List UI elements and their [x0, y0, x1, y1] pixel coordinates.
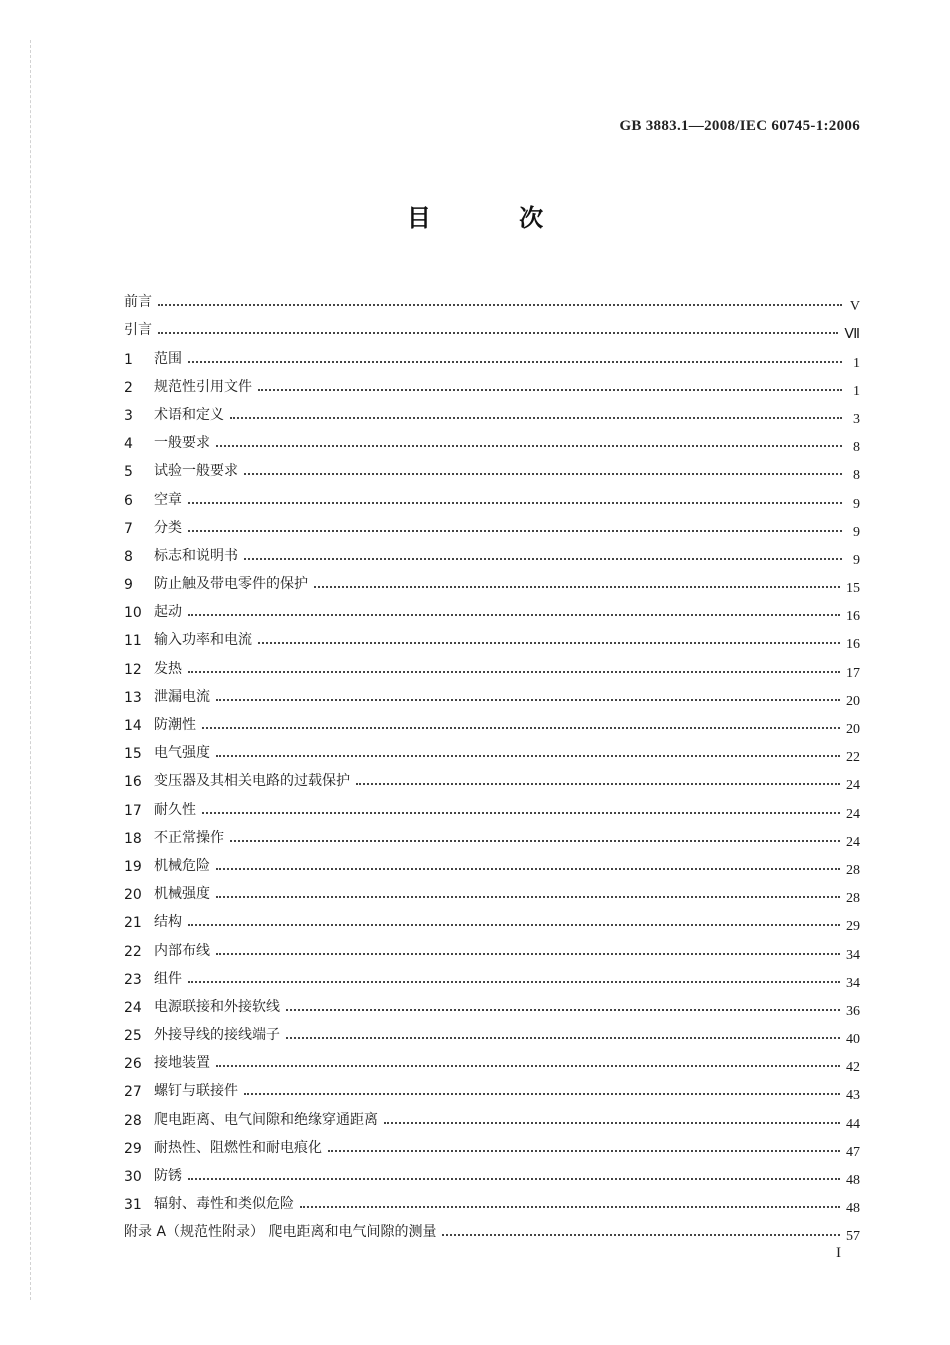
toc-entry-label: 试验一般要求 — [154, 463, 238, 480]
dot-leader — [216, 754, 840, 757]
toc-entry-page-number: 24 — [846, 806, 860, 822]
toc-entry-number: 30 — [124, 1169, 142, 1185]
toc-entry-number: 25 — [124, 1028, 142, 1045]
toc-entry-label: 接地装置 — [154, 1055, 210, 1072]
dot-leader — [188, 1177, 840, 1180]
toc-entry-page-number: 9 — [853, 496, 860, 512]
toc-entry-number: 13 — [124, 689, 142, 706]
dot-leader — [216, 895, 840, 898]
toc-entry[interactable] — [118, 875, 860, 907]
toc-entry-page-number: 3 — [853, 411, 860, 427]
toc-entry-number: 23 — [124, 971, 142, 988]
toc-entry-label: 爬电距离、电气间隙和绝缘穿通距离 — [154, 1111, 378, 1128]
dot-leader — [230, 416, 842, 419]
toc-entry-page-number: 43 — [846, 1088, 860, 1104]
toc-entry-number: 11 — [124, 633, 142, 650]
toc-entry-label: 输入功率和电流 — [154, 632, 252, 649]
toc-entry-number: 8 — [124, 548, 133, 565]
toc-entry[interactable] — [118, 960, 860, 991]
dot-leader — [216, 867, 840, 870]
table-of-contents — [118, 283, 860, 1245]
toc-entry-label: 电气强度 — [154, 745, 210, 762]
dot-leader — [216, 1064, 840, 1067]
toc-entry[interactable] — [118, 1100, 860, 1132]
toc-entry-page-number: 47 — [846, 1144, 860, 1160]
toc-entry-page-number: 42 — [846, 1060, 860, 1076]
toc-entry[interactable] — [118, 537, 860, 568]
toc-entry-number: 24 — [124, 999, 142, 1016]
toc-entry[interactable] — [118, 424, 860, 456]
toc-entry-number: 22 — [124, 943, 142, 960]
toc-entry-number: 2 — [124, 379, 133, 396]
toc-entry[interactable] — [118, 339, 860, 371]
toc-entry[interactable] — [118, 1044, 860, 1076]
dot-leader — [188, 501, 842, 504]
toc-entry-label: 泄漏电流 — [154, 688, 210, 705]
toc-entry-page-number: Ⅶ — [844, 327, 860, 343]
toc-entry-page-number: 22 — [846, 750, 860, 766]
toc-entry-number: 17 — [124, 802, 142, 819]
toc-entry-number: 15 — [124, 746, 142, 763]
dot-leader — [202, 811, 840, 814]
toc-entry[interactable] — [118, 593, 860, 625]
toc-entry-number: 4 — [124, 436, 133, 453]
toc-entry-page-number: 8 — [853, 440, 860, 456]
dot-leader — [188, 670, 840, 673]
toc-entry-page-number: 28 — [846, 891, 860, 907]
toc-entry[interactable] — [118, 988, 860, 1019]
toc-entry[interactable] — [118, 1213, 860, 1245]
toc-entry-label: 引言 — [124, 322, 152, 339]
toc-entry-label: 耐热性、阻燃性和耐电痕化 — [154, 1139, 322, 1156]
dot-leader — [216, 952, 840, 955]
dot-leader — [314, 585, 840, 588]
toc-entry-page-number: 8 — [853, 468, 860, 484]
toc-entry-page-number: 1 — [853, 383, 860, 399]
toc-entry-page-number: 44 — [846, 1116, 860, 1132]
toc-entry[interactable] — [118, 649, 860, 681]
dot-leader — [188, 360, 842, 363]
toc-entry-page-number: 28 — [846, 862, 860, 878]
page-title: 目 次 — [406, 204, 584, 232]
toc-entry-page-number: 20 — [846, 693, 860, 709]
toc-entry-number: 9 — [124, 577, 133, 594]
toc-entry[interactable] — [118, 480, 860, 512]
toc-entry-label: 起动 — [154, 604, 182, 621]
toc-entry-number: 1 — [124, 351, 133, 368]
dot-leader — [356, 782, 840, 785]
toc-entry[interactable] — [118, 678, 860, 709]
toc-entry-label: 范围 — [154, 350, 182, 367]
toc-entry-number: 20 — [124, 887, 142, 904]
toc-entry-page-number: 29 — [846, 919, 860, 935]
dot-leader — [442, 1233, 840, 1236]
toc-entry-number: 6 — [124, 492, 133, 509]
standard-code-header: GB 3883.1—2008/IEC 60745-1:2006 — [619, 118, 860, 134]
dot-leader — [244, 1092, 840, 1095]
toc-entry-label: 耐久性 — [154, 801, 196, 818]
toc-entry[interactable] — [118, 621, 860, 653]
toc-entry-label: 外接导线的接线端子 — [154, 1027, 280, 1044]
toc-entry-number: 18 — [124, 830, 142, 847]
toc-entry-page-number: 17 — [846, 665, 860, 681]
toc-entry-page-number: 48 — [846, 1173, 860, 1188]
toc-entry-label: 术语和定义 — [154, 406, 224, 423]
toc-entry-label: 规范性引用文件 — [154, 378, 252, 395]
toc-entry[interactable] — [118, 452, 860, 484]
toc-entry-label: 防潮性 — [154, 717, 196, 733]
toc-entry-page-number: 16 — [846, 637, 860, 653]
toc-entry[interactable] — [118, 734, 860, 766]
toc-entry-number: 10 — [124, 605, 142, 622]
toc-entry-number: 3 — [124, 407, 133, 424]
toc-entry-page-number: 40 — [846, 1032, 860, 1048]
toc-entry-number: 31 — [124, 1197, 142, 1214]
toc-entry-label: 结构 — [154, 914, 182, 931]
toc-entry-number: 27 — [124, 1084, 142, 1101]
toc-entry-page-number: 36 — [846, 1003, 860, 1019]
dot-leader — [158, 303, 842, 306]
dot-leader — [216, 698, 840, 701]
toc-entry[interactable] — [118, 1157, 860, 1188]
toc-entry-label: 电源联接和外接软线 — [154, 998, 280, 1015]
dot-leader — [188, 529, 842, 532]
toc-entry-label: 前言 — [124, 294, 152, 311]
dot-leader — [188, 613, 840, 616]
dot-leader — [216, 444, 842, 447]
toc-entry-label: 辐射、毒性和类似危险 — [154, 1196, 294, 1213]
toc-entry-label: 空章 — [154, 491, 182, 508]
dot-leader — [202, 726, 840, 729]
toc-entry[interactable] — [118, 1185, 860, 1217]
toc-entry[interactable] — [118, 847, 860, 878]
toc-entry-page-number: 34 — [846, 947, 860, 963]
toc-entry-label: 防止触及带电零件的保护 — [154, 576, 308, 593]
dot-leader — [286, 1008, 840, 1011]
toc-entry-page-number: 24 — [846, 834, 860, 850]
toc-entry-page-number: 15 — [846, 581, 860, 597]
toc-entry-page-number: V — [849, 299, 860, 315]
toc-entry-label: 机械危险 — [154, 857, 210, 874]
toc-entry-label: 一般要求 — [154, 435, 210, 452]
toc-entry[interactable] — [118, 931, 860, 963]
toc-entry-page-number: 24 — [846, 778, 860, 794]
toc-entry-page-number: 16 — [846, 609, 860, 625]
page-folio: I — [836, 1245, 841, 1261]
toc-entry-label: 分类 — [154, 519, 182, 536]
toc-entry-label: 发热 — [154, 660, 182, 677]
toc-entry-label: 变压器及其相关电路的过载保护 — [154, 773, 350, 790]
toc-entry-page-number: 9 — [853, 552, 860, 568]
dot-leader — [384, 1121, 840, 1124]
toc-entry-page-number: 57 — [846, 1229, 860, 1245]
toc-entry-number: 19 — [124, 858, 142, 875]
toc-entry[interactable] — [118, 1129, 860, 1160]
dot-leader — [188, 923, 840, 926]
toc-entry-page-number: 1 — [853, 355, 860, 371]
toc-entry[interactable] — [118, 396, 860, 427]
dot-leader — [244, 557, 842, 560]
toc-entry-number: 21 — [124, 915, 142, 932]
toc-entry[interactable] — [118, 283, 860, 315]
toc-entry-number: 12 — [124, 661, 142, 678]
dot-leader — [286, 1036, 840, 1039]
dot-leader — [328, 1149, 840, 1152]
toc-entry-number: 29 — [124, 1140, 142, 1157]
toc-entry[interactable] — [118, 762, 860, 794]
toc-entry[interactable] — [118, 1072, 860, 1104]
dot-leader — [244, 472, 842, 475]
toc-entry-label: 内部布线 — [154, 942, 210, 959]
toc-entry-label: 组件 — [154, 970, 182, 987]
toc-entry[interactable] — [118, 311, 860, 343]
toc-entry-label: 螺钉与联接件 — [154, 1083, 238, 1100]
toc-entry-number: 26 — [124, 1056, 142, 1073]
toc-entry-label: 防锈 — [154, 1168, 182, 1184]
toc-entry-number: 16 — [124, 774, 142, 791]
toc-entry-number: 14 — [124, 718, 142, 734]
dot-leader — [258, 388, 842, 391]
toc-entry[interactable] — [118, 1016, 860, 1048]
dot-leader — [158, 331, 838, 334]
toc-entry-page-number: 9 — [853, 524, 860, 540]
toc-entry-number: 7 — [124, 520, 133, 537]
toc-entry[interactable] — [118, 706, 860, 737]
dot-leader — [230, 839, 840, 842]
dot-leader — [300, 1205, 840, 1208]
toc-entry-page-number: 20 — [846, 722, 860, 737]
dot-leader — [258, 641, 840, 644]
toc-entry[interactable] — [118, 790, 860, 822]
toc-entry[interactable] — [118, 819, 860, 850]
toc-entry-number: 28 — [124, 1112, 142, 1129]
toc-entry-label: 不正常操作 — [154, 829, 224, 846]
toc-entry[interactable] — [118, 565, 860, 597]
dot-leader — [188, 980, 840, 983]
toc-entry-label: 标志和说明书 — [154, 547, 238, 564]
toc-entry-label: 附录 A（规范性附录） 爬电距离和电气间隙的测量 — [124, 1224, 437, 1241]
toc-entry[interactable] — [118, 509, 860, 540]
toc-entry-page-number: 48 — [846, 1201, 860, 1217]
toc-entry-page-number: 34 — [846, 975, 860, 991]
toc-entry[interactable] — [118, 903, 860, 935]
toc-entry-label: 机械强度 — [154, 886, 210, 903]
toc-entry[interactable] — [118, 368, 860, 399]
toc-entry-number: 5 — [124, 464, 133, 481]
